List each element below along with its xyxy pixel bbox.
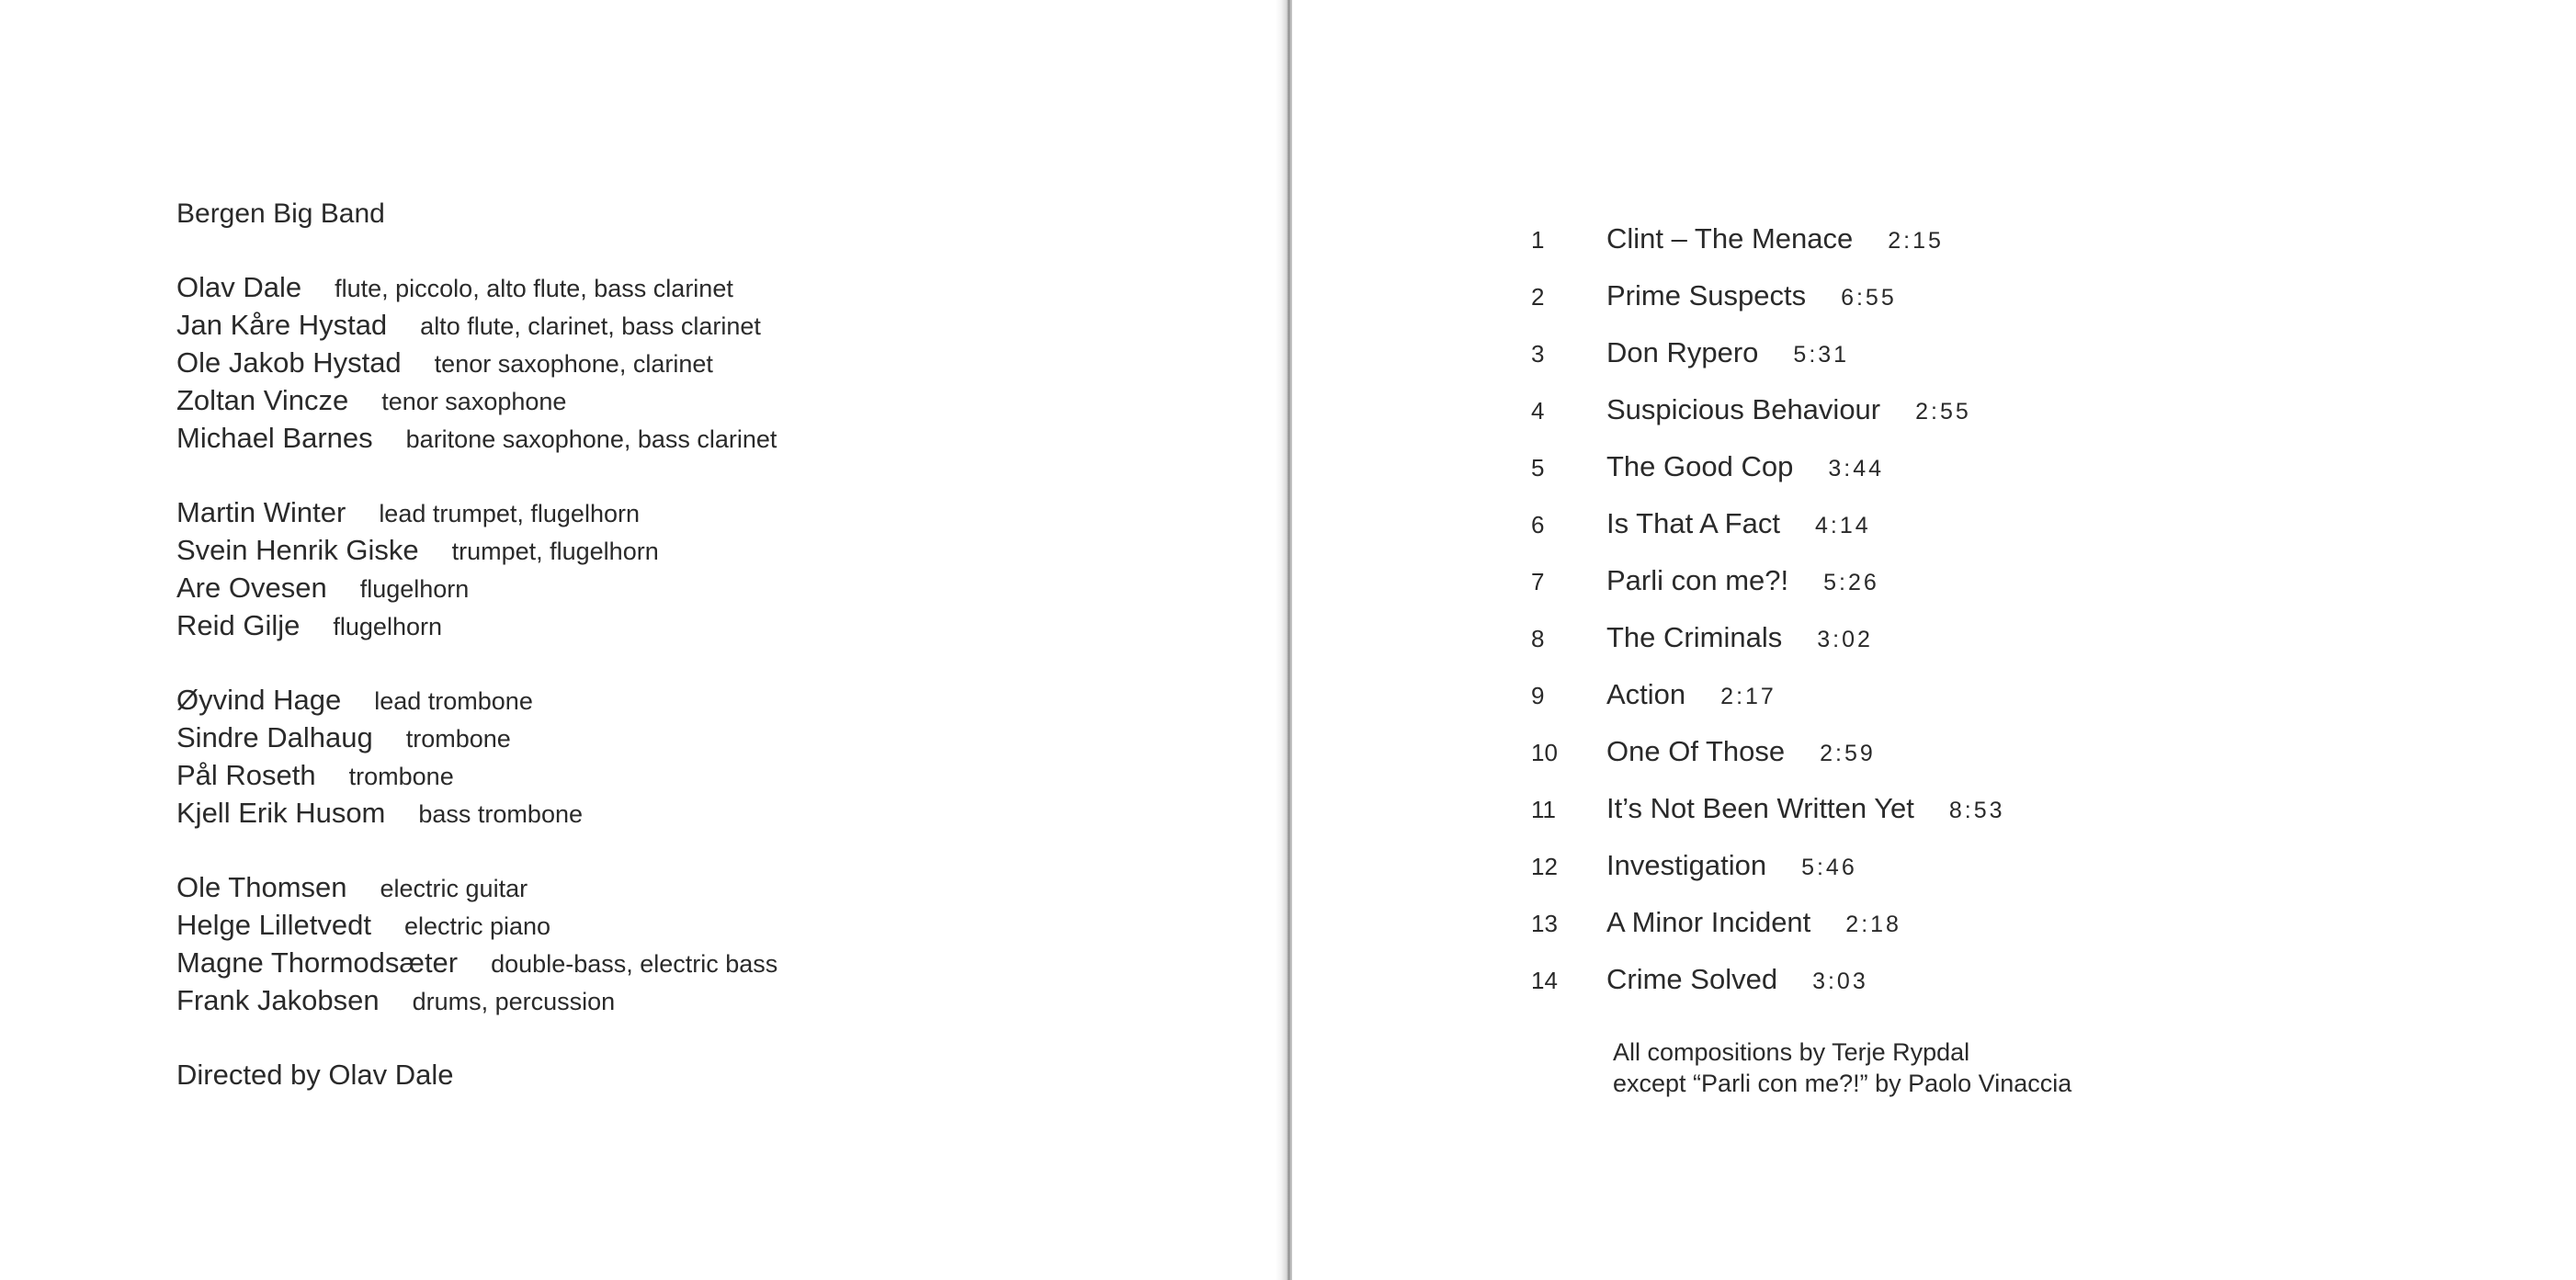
track-row [1531, 621, 2005, 678]
member-row [176, 982, 777, 1020]
member-instruments: electric piano [403, 912, 551, 940]
member-name: Ole Thomsen [176, 871, 347, 903]
personnel-section-trumpets [176, 494, 777, 645]
track-row [1531, 906, 2005, 963]
member-name: Reid Gilje [176, 609, 301, 641]
track-title: Suspicious Behaviour [1606, 393, 1881, 425]
track-title: Is That A Fact [1606, 507, 1780, 539]
track-number: 5 [1531, 454, 1545, 481]
member-row [176, 570, 777, 607]
member-name: Magne Thormodsæter [176, 946, 459, 979]
track-title: A Minor Incident [1606, 906, 1811, 938]
track-row [1531, 678, 2005, 735]
track-duration: 8:53 [1948, 798, 2005, 823]
track-duration: 2:18 [1845, 912, 1901, 937]
member-instruments: alto flute, clarinet, bass clarinet [420, 312, 761, 340]
member-row [176, 907, 777, 945]
track-number: 7 [1531, 568, 1545, 595]
track-row [1531, 336, 2005, 393]
member-instruments: electric guitar [380, 875, 528, 902]
composition-credits [1613, 1036, 2071, 1099]
member-row [176, 345, 777, 382]
personnel-section-rhythm [176, 869, 777, 1020]
member-row [176, 757, 777, 795]
track-number: 14 [1531, 967, 1558, 994]
track-number: 6 [1531, 511, 1545, 538]
member-instruments: baritone saxophone, bass clarinet [405, 425, 777, 453]
track-number: 8 [1531, 625, 1545, 652]
track-row [1531, 963, 2005, 1020]
member-name: Olav Dale [176, 271, 302, 303]
member-name: Frank Jakobsen [176, 984, 380, 1016]
credits-line: except “Parli con me?!” by Paolo Vinaccia [1613, 1070, 2072, 1097]
band-name: Bergen Big Band [176, 198, 385, 229]
member-row [176, 494, 777, 532]
member-instruments: trombone [405, 725, 511, 753]
member-row [176, 269, 777, 307]
member-instruments: flugelhorn [333, 613, 442, 640]
director-credit: Directed by Olav Dale [176, 1059, 454, 1091]
member-row [176, 532, 777, 570]
member-instruments: double-bass, electric bass [491, 950, 778, 978]
member-name: Kjell Erik Husom [176, 797, 386, 829]
track-number: 13 [1531, 910, 1558, 937]
member-name: Martin Winter [176, 496, 346, 528]
track-title: Clint – The Menace [1606, 222, 1854, 255]
member-instruments: flugelhorn [359, 575, 470, 603]
track-number: 2 [1531, 283, 1545, 311]
track-row [1531, 507, 2005, 564]
track-duration: 3:02 [1817, 627, 1873, 652]
member-name: Ole Jakob Hystad [176, 346, 402, 379]
track-title: Parli con me?! [1606, 564, 1789, 596]
track-row [1531, 393, 2005, 450]
track-number: 3 [1531, 340, 1545, 368]
member-row [176, 682, 777, 719]
member-row [176, 869, 777, 907]
personnel-section-trombones [176, 682, 777, 833]
member-instruments: tenor saxophone [381, 388, 567, 415]
member-row [176, 607, 777, 645]
track-title: It’s Not Been Written Yet [1606, 792, 1914, 824]
member-name: Svein Henrik Giske [176, 534, 419, 566]
track-row [1531, 279, 2005, 336]
track-duration: 2:59 [1820, 741, 1876, 766]
member-instruments: lead trumpet, flugelhorn [379, 500, 640, 527]
track-title: The Criminals [1606, 621, 1783, 653]
track-duration: 6:55 [1841, 285, 1897, 311]
track-row [1531, 849, 2005, 906]
track-title: The Good Cop [1606, 450, 1794, 482]
track-number: 10 [1531, 739, 1558, 766]
member-row [176, 719, 777, 757]
track-title: Crime Solved [1606, 963, 1778, 995]
track-duration: 3:44 [1828, 456, 1885, 481]
member-instruments: bass trombone [418, 800, 583, 828]
track-duration: 5:26 [1823, 570, 1879, 595]
track-title: Prime Suspects [1606, 279, 1807, 312]
track-row [1531, 792, 2005, 849]
track-number: 9 [1531, 682, 1545, 709]
member-name: Are Ovesen [176, 572, 327, 604]
member-name: Jan Kåre Hystad [176, 309, 388, 341]
member-row [176, 945, 777, 982]
track-number: 11 [1531, 796, 1556, 823]
track-duration: 2:55 [1915, 399, 1971, 425]
member-instruments: trumpet, flugelhorn [451, 538, 659, 565]
member-row [176, 307, 777, 345]
track-duration: 4:14 [1814, 513, 1871, 538]
member-name: Pål Roseth [176, 759, 316, 791]
member-instruments: tenor saxophone, clarinet [434, 350, 713, 378]
member-name: Michael Barnes [176, 422, 373, 454]
member-name: Zoltan Vincze [176, 384, 349, 416]
track-duration: 2:17 [1720, 684, 1776, 709]
member-instruments: flute, piccolo, alto flute, bass clarinet [335, 275, 733, 302]
track-number: 1 [1531, 226, 1545, 254]
track-title: Don Rypero [1606, 336, 1759, 368]
member-row [176, 382, 777, 420]
track-duration: 5:31 [1793, 342, 1850, 368]
credits-line: All compositions by Terje Rypdal [1613, 1038, 1970, 1066]
track-row [1531, 222, 2005, 279]
member-name: Øyvind Hage [176, 684, 342, 716]
track-title: One Of Those [1606, 735, 1786, 767]
member-instruments: drums, percussion [412, 988, 616, 1015]
track-duration: 3:03 [1812, 968, 1868, 994]
track-duration: 2:15 [1888, 228, 1944, 254]
member-row [176, 420, 777, 458]
track-row [1531, 450, 2005, 507]
member-instruments: trombone [348, 763, 454, 790]
track-row [1531, 564, 2005, 621]
member-instruments: lead trombone [374, 687, 533, 715]
personnel-section-reeds [176, 269, 777, 458]
track-row [1531, 735, 2005, 792]
track-number: 12 [1531, 853, 1558, 880]
member-name: Helge Lilletvedt [176, 909, 371, 941]
track-title: Investigation [1606, 849, 1767, 881]
tracklist [1531, 222, 2005, 1020]
personnel-list [176, 196, 777, 1093]
track-duration: 5:46 [1801, 855, 1857, 880]
member-row [176, 795, 777, 833]
track-title: Action [1606, 678, 1686, 710]
track-number: 4 [1531, 397, 1545, 425]
member-name: Sindre Dalhaug [176, 721, 373, 753]
left-page [0, 0, 1283, 1280]
